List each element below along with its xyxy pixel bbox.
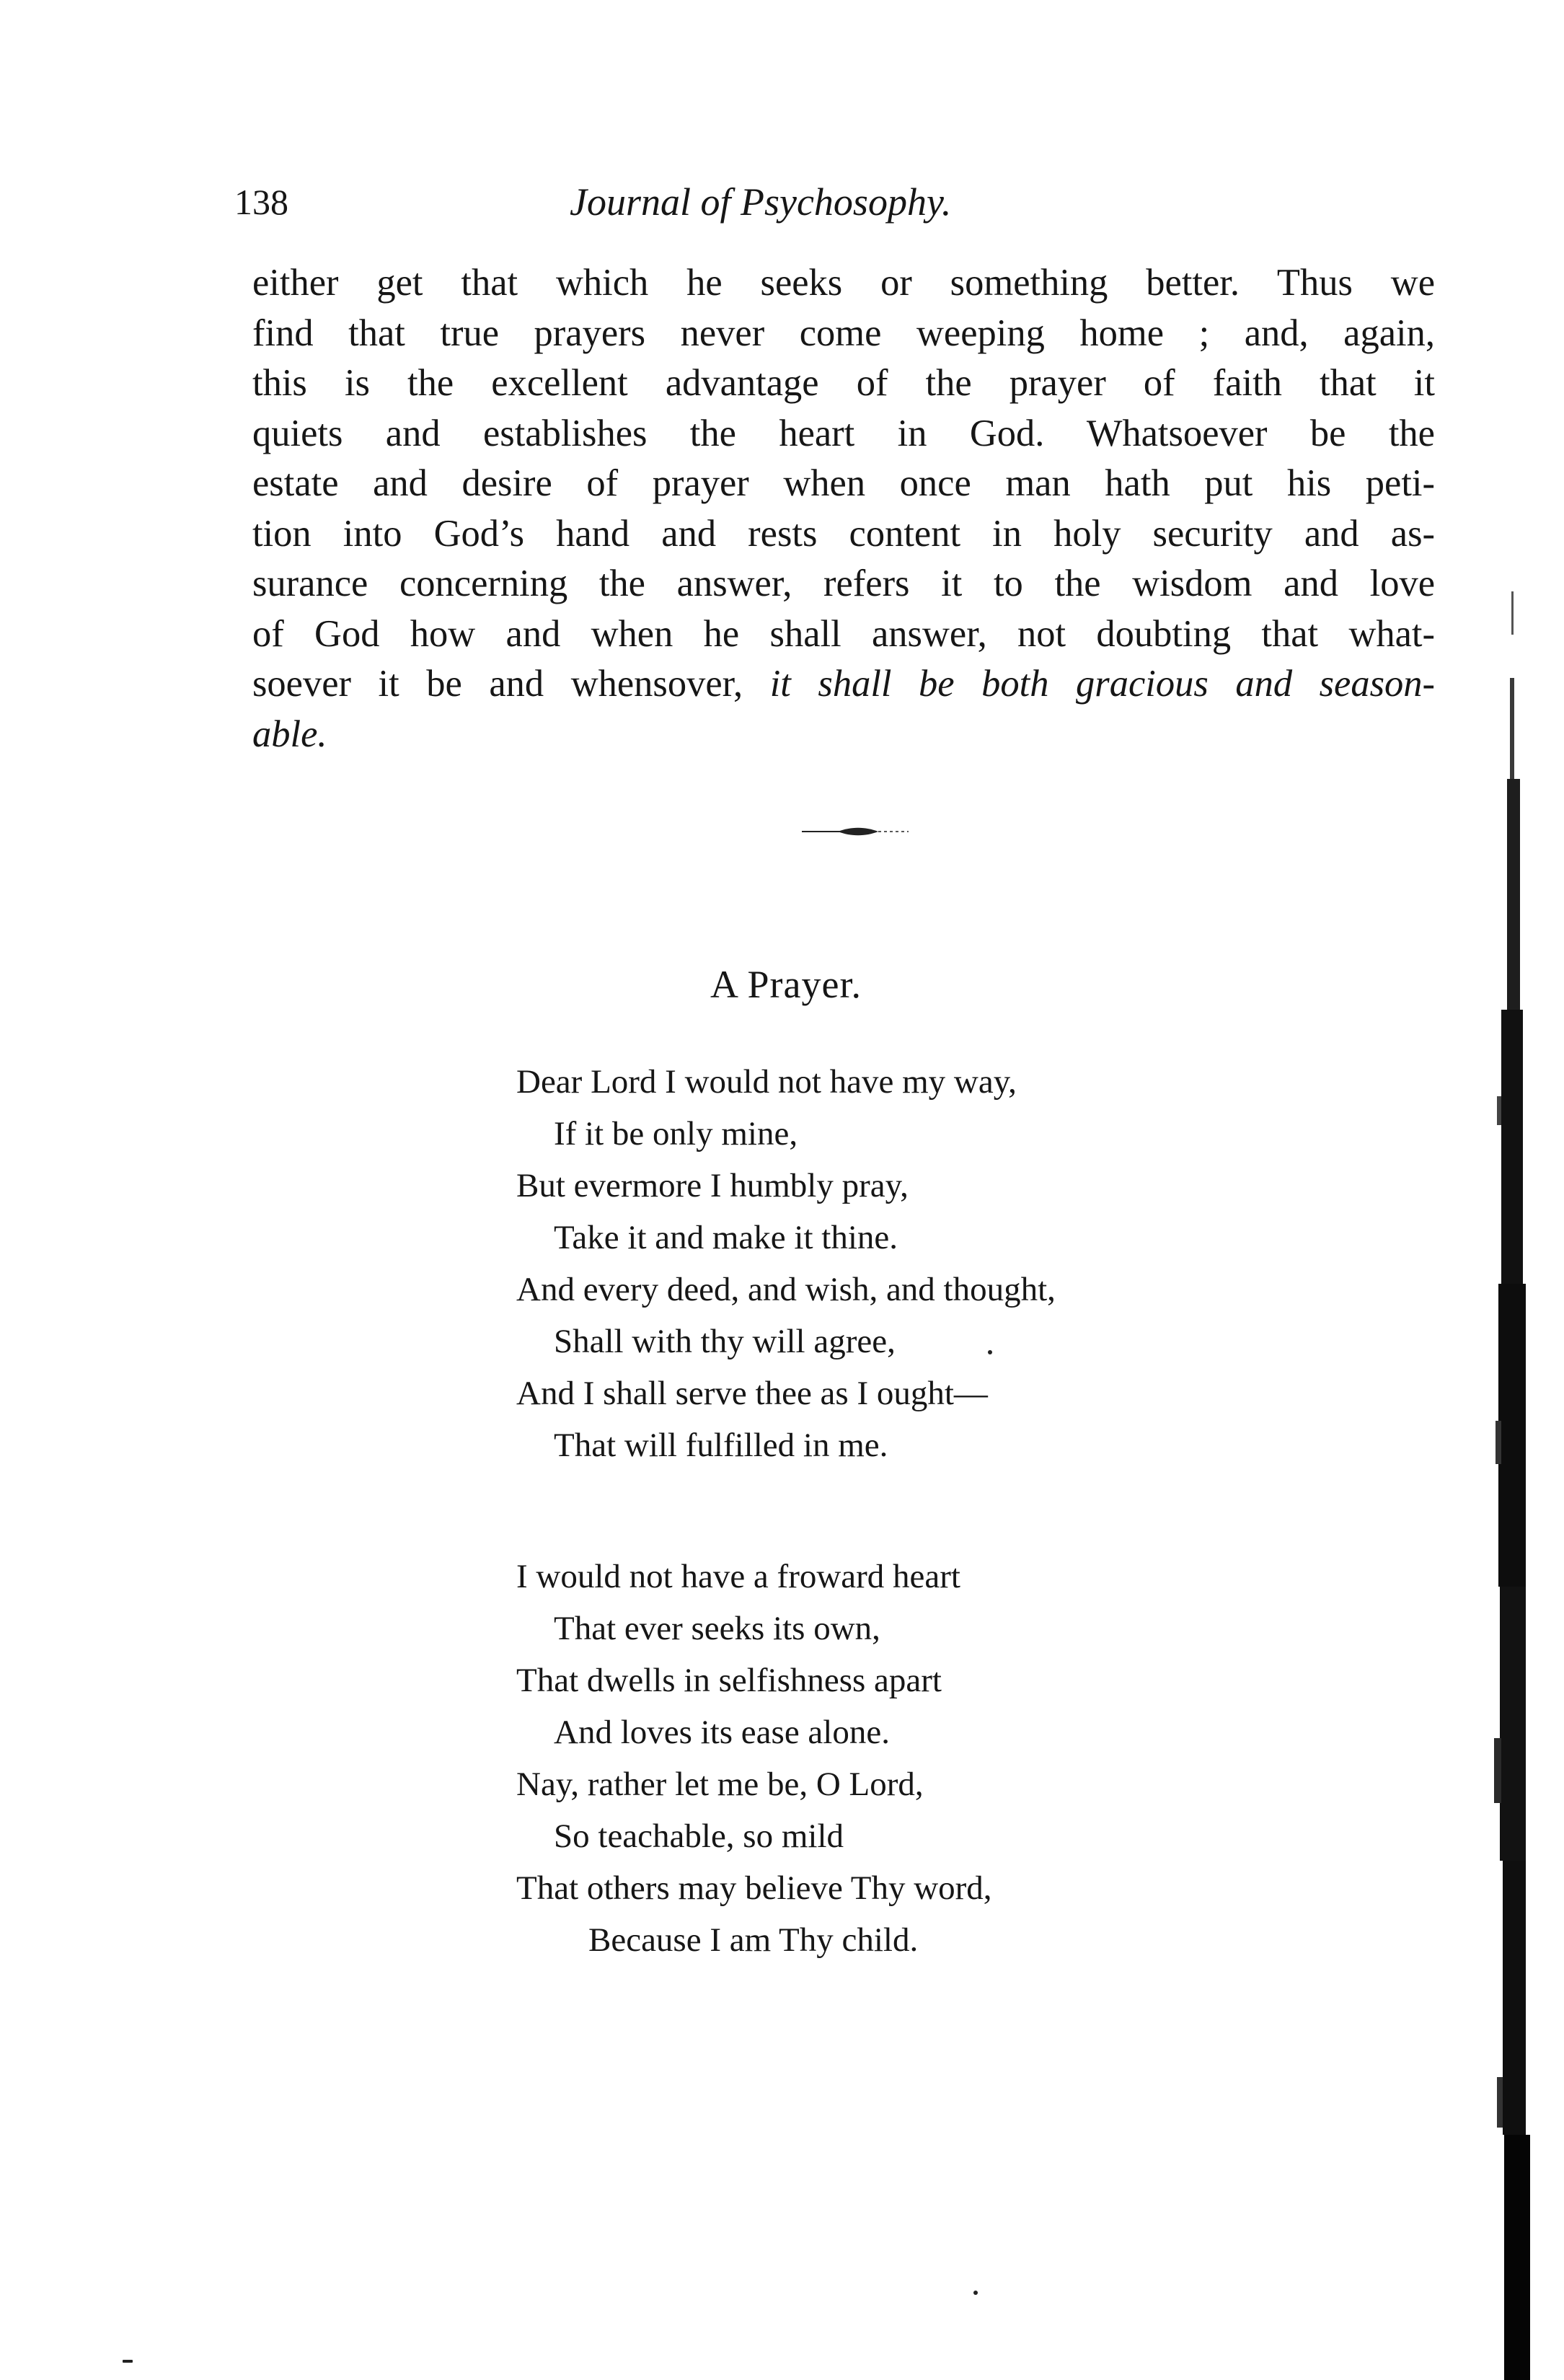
- scan-speck: [123, 2360, 133, 2363]
- poem-line: That others may believe Thy word,: [516, 1869, 992, 1907]
- poem-line: That dwells in selfishness apart: [516, 1662, 942, 1699]
- poem-line: Shall with thy will agree,: [554, 1323, 896, 1360]
- poem-stanza: [516, 1551, 1237, 1966]
- prose-line: of God how and when he shall answer, not doubting that what-: [252, 612, 1435, 655]
- page-header: [234, 173, 1388, 231]
- poem-line: But evermore I humbly pray,: [516, 1167, 909, 1204]
- poem-line: So teachable, so mild: [554, 1817, 844, 1855]
- prose-line: quiets and establishes the heart in God. Whatsoever be the: [252, 412, 1435, 454]
- prose-line: this is the excellent advantage of the prayer of faith that it: [252, 362, 1435, 404]
- prose-line: either get that which he seeks or something better. Thus we: [252, 262, 1435, 304]
- poem-line: Nay, rather let me be, O Lord,: [516, 1766, 924, 1803]
- prose-paragraph: [252, 258, 1435, 759]
- prose-line: find that true prayers never come weeping home ; and, again,: [252, 312, 1435, 354]
- prose-line: surance concerning the answer, refers it to the wisdom and love: [252, 563, 1435, 604]
- page-number: 138: [234, 182, 288, 222]
- prose-italic-text: it shall be both gracious and season-: [769, 663, 1436, 705]
- poem-line: Take it and make it thine.: [554, 1219, 898, 1256]
- poem-line: I would not have a froward heart: [516, 1558, 960, 1595]
- poem-line: And I shall serve thee as I ought—: [516, 1375, 988, 1412]
- scan-binding-edge: [1494, 591, 1536, 2380]
- scan-speck: [973, 2291, 978, 2295]
- prose-line: [252, 710, 1435, 760]
- poem-title: A Prayer.: [710, 963, 862, 1006]
- poem-line: Because I am Thy child.: [588, 1921, 919, 1959]
- prose-text: soever it be and whensover,: [252, 663, 770, 705]
- poem-line: If it be only mine,: [554, 1115, 798, 1152]
- poem-line: And every deed, and wish, and thought,: [516, 1271, 1056, 1308]
- prose-line: estate and desire of prayer when once man hath put his peti-: [252, 462, 1435, 504]
- running-title: Journal of Psychosophy.: [570, 180, 952, 224]
- poem-stanza: [516, 1056, 1237, 1471]
- section-divider-ornament: [800, 821, 916, 842]
- poem-line: That will fulfilled in me.: [554, 1427, 888, 1464]
- prose-line: [252, 659, 1435, 710]
- poem-line: Dear Lord I would not have my way,: [516, 1063, 1017, 1101]
- poem-line: And loves its ease alone.: [554, 1714, 890, 1751]
- prose-italic-text: able.: [252, 713, 327, 755]
- scan-speck: [988, 1350, 992, 1354]
- prose-line: tion into God’s hand and rests content in holy security and as-: [252, 512, 1435, 555]
- poem-line: That ever seeks its own,: [554, 1610, 880, 1647]
